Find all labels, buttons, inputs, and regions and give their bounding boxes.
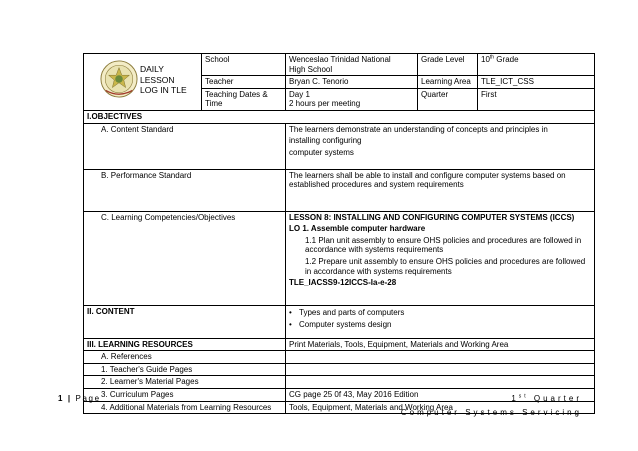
- footer-quarter-word: Quarter: [528, 394, 582, 403]
- footer-quarter-number: 1: [511, 394, 519, 403]
- school-value-line-2: High School: [289, 64, 333, 74]
- teaching-dates-label: [202, 88, 286, 110]
- dll-title-line-2: LESSON: [140, 74, 175, 85]
- resources-heading: III. LEARNING RESOURCES: [84, 338, 286, 351]
- competencies-row: [84, 211, 595, 305]
- additional-materials-value: Tools, Equipment, Materials and Working Area: [286, 401, 595, 414]
- page-number: 1: [58, 394, 65, 403]
- grade-suffix: th: [489, 54, 495, 61]
- teacher-value: Bryan C. Tenorio: [286, 76, 418, 89]
- school-label: School: [202, 54, 286, 76]
- learning-outcome-item-2: 1.2 Prepare unit assembly to ensure OHS policies and procedures are followed in accordance with systems requirements: [305, 256, 586, 276]
- learners-material-value: [286, 376, 595, 389]
- grade-level-value: [478, 54, 595, 76]
- competency-code: TLE_IACSS9-12ICCS-Ia-e-28: [289, 278, 397, 288]
- objectives-heading: I.OBJECTIVES: [84, 110, 595, 123]
- learners-material-row: [84, 376, 595, 389]
- lesson-title: LESSON 8: INSTALLING AND CONFIGURING COMPUTER SYSTEMS (ICCS): [289, 212, 575, 222]
- teaching-dates-label-line-1: Teaching Dates &: [205, 89, 268, 99]
- grade-number: 10: [481, 55, 490, 64]
- references-value: [286, 351, 595, 364]
- learning-area-value: TLE_ICT_CSS: [478, 76, 595, 89]
- content-standard-line-2: installing configuring: [289, 136, 362, 146]
- teachers-guide-value: [286, 363, 595, 376]
- content-list-item: • Types and parts of computers: [289, 308, 591, 318]
- teachers-guide-label: 1. Teacher's Guide Pages: [84, 363, 286, 376]
- references-row: [84, 351, 595, 364]
- teachers-guide-row: [84, 363, 595, 376]
- deped-seal-icon: [100, 60, 138, 98]
- teaching-dates-value: [286, 88, 418, 110]
- quarter-label: Quarter: [418, 88, 478, 110]
- page-word: Page: [75, 394, 101, 403]
- quarter-value: First: [478, 88, 595, 110]
- dll-title: [140, 64, 187, 96]
- daily-lesson-log-table: [83, 53, 595, 414]
- content-standard-line-1: The learners demonstrate an understanding of concepts and principles in: [289, 124, 548, 134]
- content-heading: II. CONTENT: [84, 305, 286, 338]
- curriculum-pages-value: CG page 25 0f 43, May 2016 Edition: [286, 388, 595, 401]
- teacher-label: Teacher: [202, 76, 286, 89]
- references-label: A. References: [84, 351, 286, 364]
- grade-word: Grade: [494, 55, 519, 64]
- learning-area-label: Learning Area: [418, 76, 478, 89]
- objectives-heading-row: [84, 110, 595, 123]
- performance-standard-label: B. Performance Standard: [84, 169, 286, 211]
- dll-title-line-1: DAILY: [140, 64, 164, 74]
- competencies-label: C. Learning Competencies/Objectives: [84, 211, 286, 305]
- curriculum-pages-label: 3. Curriculum Pages: [84, 388, 286, 401]
- learning-outcome-item-1: 1.1 Plan unit assembly to ensure OHS policies and procedures are followed in accordance with systems requirements: [305, 235, 582, 255]
- content-standard-value: [286, 123, 595, 169]
- performance-standard-row: [84, 169, 595, 211]
- competencies-value: [286, 211, 595, 305]
- teaching-dates-value-line-1: Day 1: [289, 89, 310, 99]
- footer-quarter: [511, 394, 582, 404]
- school-value: [286, 54, 418, 76]
- content-standard-label: A. Content Standard: [84, 123, 286, 169]
- content-value: [286, 305, 595, 338]
- resources-heading-row: [84, 338, 595, 351]
- content-standard-row: [84, 123, 595, 169]
- header-row-school: [84, 54, 595, 76]
- footer-page-number: [58, 394, 101, 404]
- learners-material-label: 2. Learner's Material Pages: [84, 376, 286, 389]
- dll-title-line-3: LOG IN TLE: [140, 85, 187, 96]
- grade-level-label: Grade Level: [418, 54, 478, 76]
- resources-heading-value: Print Materials, Tools, Equipment, Materials and Working Area: [286, 338, 595, 351]
- content-row: [84, 305, 595, 338]
- performance-standard-value: The learners shall be able to install and configure computer systems based on established procedures and system requirements: [286, 169, 595, 211]
- teaching-dates-label-line-2: Time: [205, 99, 223, 109]
- content-list-item: • Computer systems design: [289, 320, 591, 330]
- additional-materials-label: 4. Additional Materials from Learning Resources: [84, 401, 286, 414]
- teaching-dates-value-line-2: 2 hours per meeting: [289, 99, 361, 109]
- footer-subject: Computer Systems Servicing: [400, 408, 582, 417]
- footer-quarter-suffix: st: [518, 393, 529, 400]
- school-value-line-1: Wenceslao Trinidad National: [289, 55, 391, 64]
- content-list: [289, 308, 591, 330]
- content-standard-line-3: computer systems: [289, 147, 354, 157]
- learning-outcome-title: LO 1. Assemble computer hardware: [289, 224, 426, 234]
- header-title-cell: [84, 54, 202, 111]
- page-separator: |: [64, 394, 76, 403]
